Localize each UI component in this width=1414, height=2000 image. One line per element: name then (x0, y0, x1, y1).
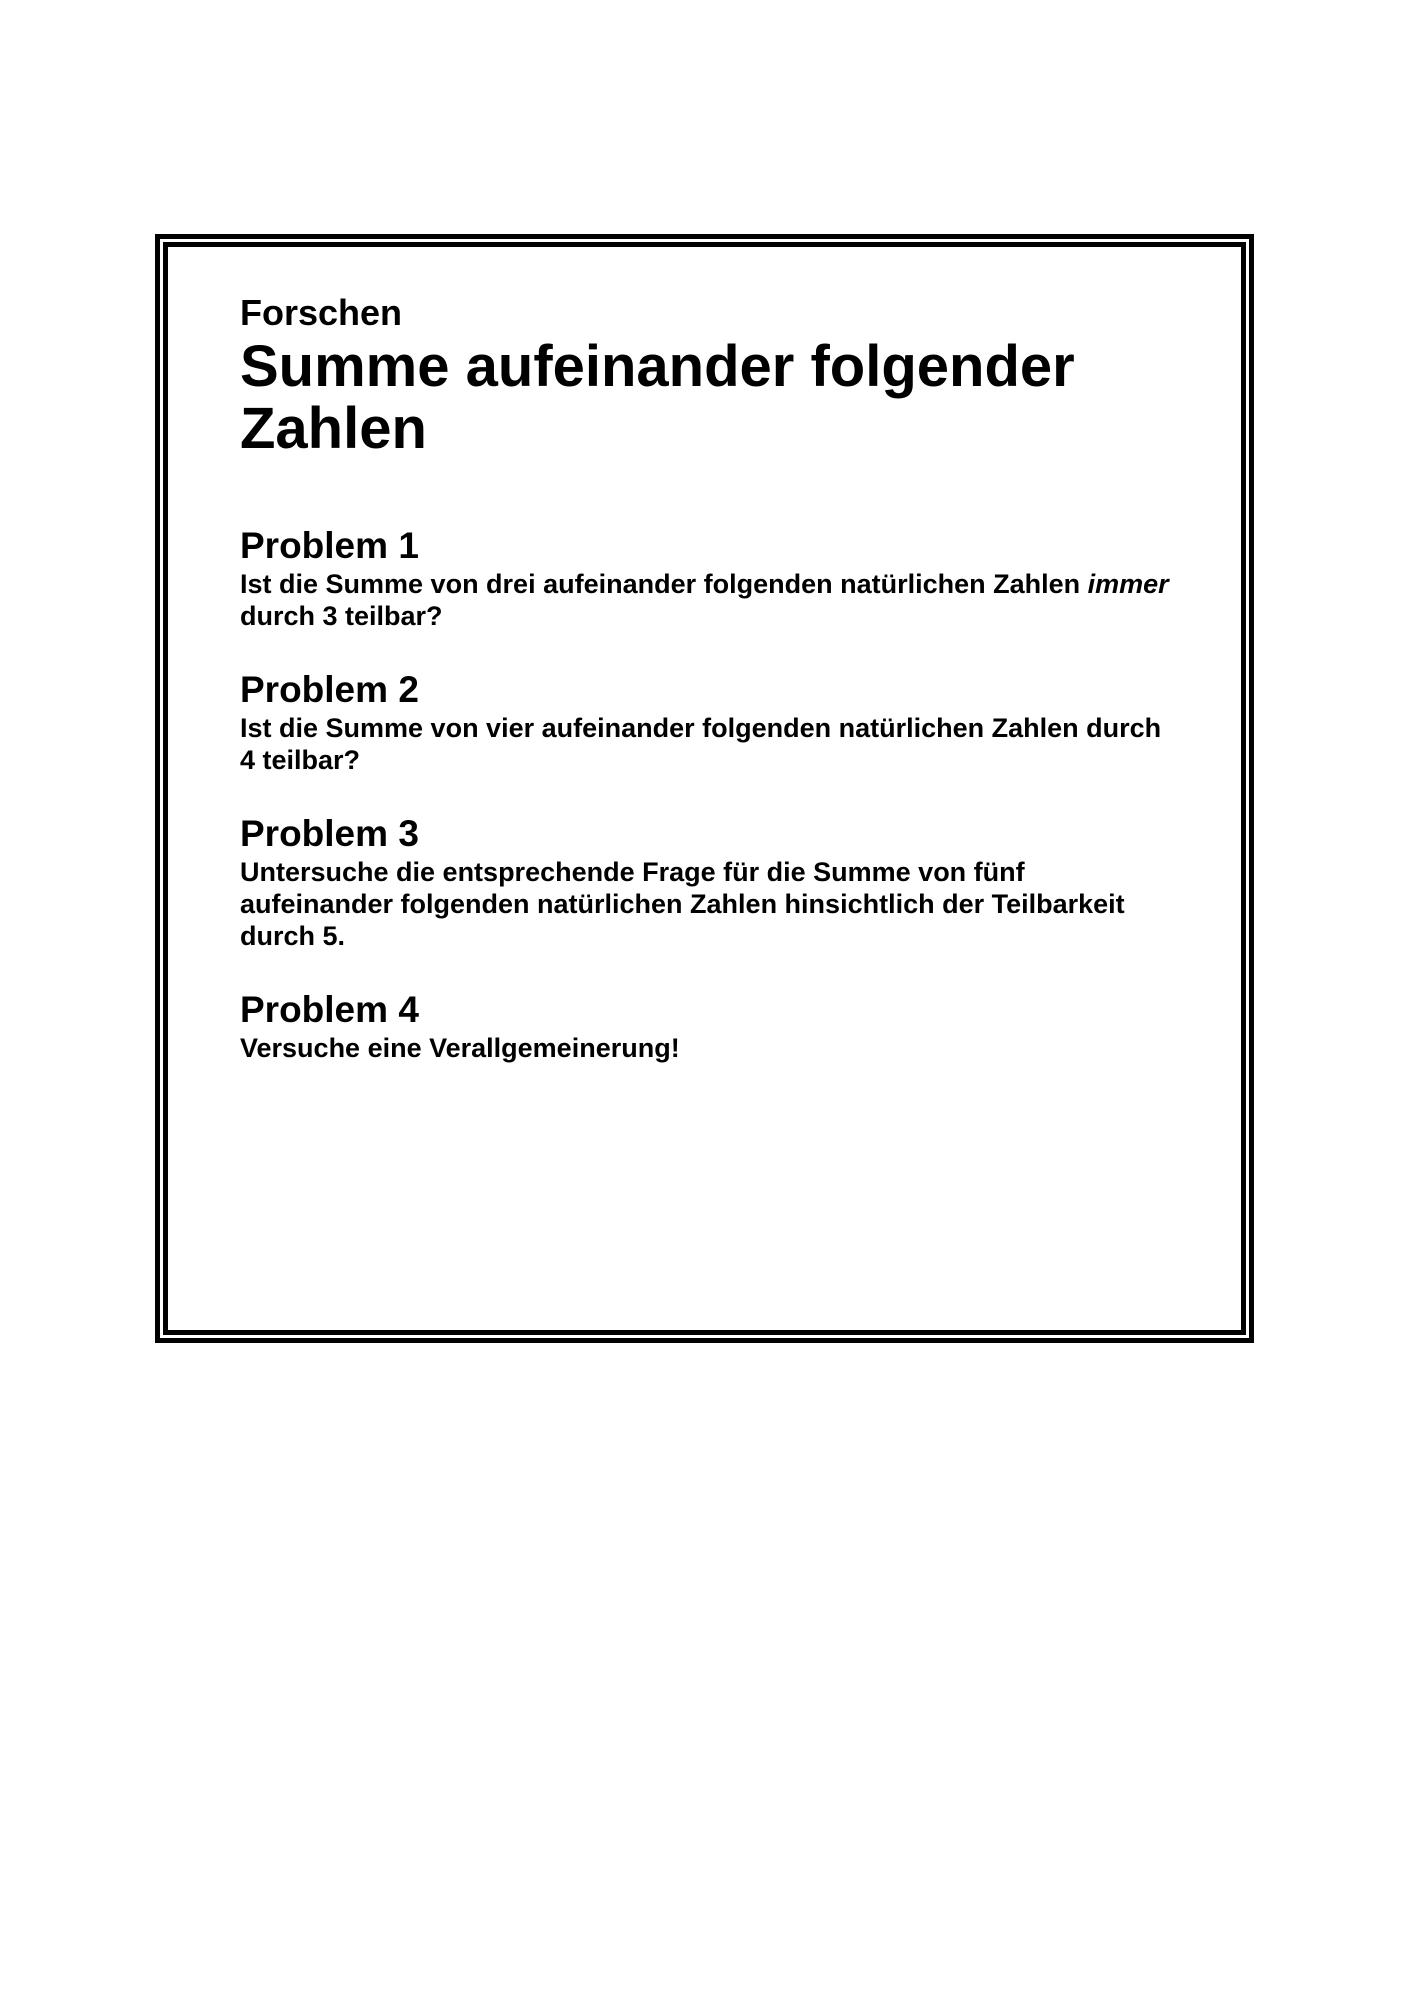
problem-3 (240, 814, 1180, 952)
problem-2 (240, 670, 1180, 776)
problem-text: Ist die Summe von vier aufeinander folgenden natürlichen Zahlen durch 4 teilbar? (240, 713, 1162, 775)
problem-heading: Problem 4 (240, 989, 419, 1030)
problem-text-emphasis: immer (1087, 569, 1169, 599)
page-title: Summe aufeinander folgender Zahlen (240, 334, 1075, 461)
problem-4 (240, 990, 1180, 1064)
problem-text-end: durch 3 teilbar? (240, 601, 443, 631)
problem-heading: Problem 1 (240, 525, 419, 566)
problem-1 (240, 526, 1180, 632)
problem-text-start: Ist die Summe von drei aufeinander folgenden natürlichen Zahlen (240, 569, 1088, 599)
problem-text (240, 568, 1180, 632)
worksheet-content (240, 292, 1180, 1064)
problem-text: Versuche eine Verallgemeinerung! (240, 1033, 680, 1063)
problem-heading: Problem 2 (240, 669, 419, 710)
section-kicker: Forschen (240, 292, 403, 333)
problem-text: Untersuche die entsprechende Frage für die Summe von fünf aufeinander folgenden natürlichen Zahlen hinsichtlich der Teilbarkeit durch 5. (240, 857, 1125, 951)
problem-heading: Problem 3 (240, 813, 419, 854)
